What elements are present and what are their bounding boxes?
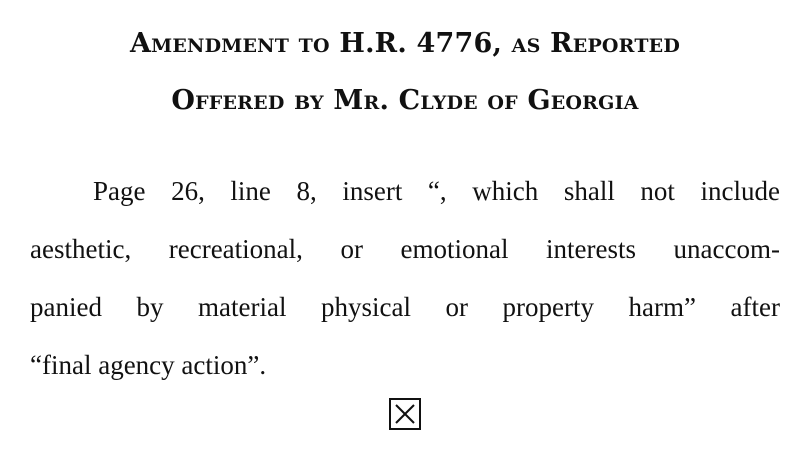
amendment-instruction — [30, 162, 780, 394]
instruction-line-2: aesthetic, recreational, or emotional interests unaccom- — [30, 234, 780, 264]
instruction-line-4: “final agency action”. — [30, 350, 267, 380]
amendment-title: Amendment to H.R. 4776, as Reported — [129, 28, 681, 59]
boxed-x-icon — [389, 398, 421, 430]
x-mark-icon — [391, 400, 419, 428]
instruction-line-3: panied by material physical or property harm” after — [30, 292, 780, 322]
instruction-line-1: Page 26, line 8, insert “, which shall not include — [93, 176, 780, 206]
offered-by-line: Offered by Mr. Clyde of Georgia — [171, 85, 639, 116]
